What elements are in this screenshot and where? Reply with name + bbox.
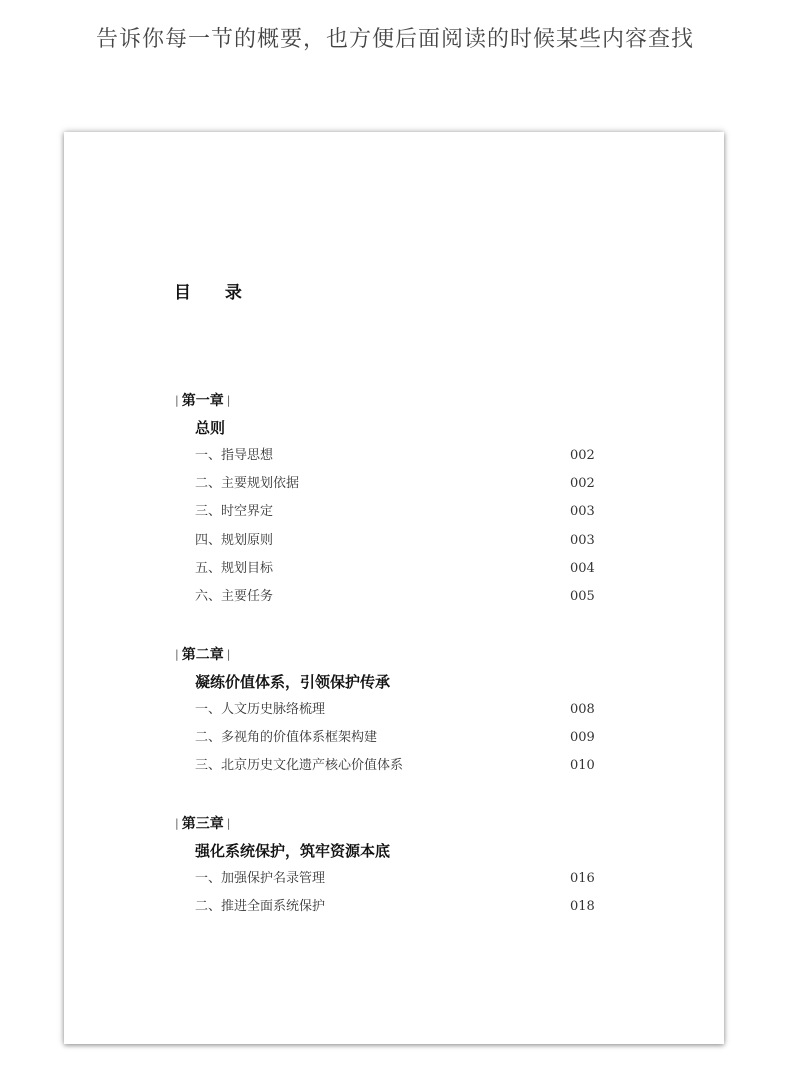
entry-page-number: 005 bbox=[570, 588, 595, 604]
toc-entry[interactable] bbox=[195, 724, 595, 752]
entry-page-number: 018 bbox=[570, 899, 595, 915]
chapter-number: 第三章 bbox=[181, 816, 224, 832]
entry-label: 五、规划目标 bbox=[195, 560, 274, 576]
divider-mark: | bbox=[175, 817, 179, 830]
chapter-tag bbox=[172, 644, 592, 666]
toc-entry[interactable] bbox=[195, 527, 595, 555]
toc-entry[interactable] bbox=[195, 696, 595, 724]
toc-title: 目 录 bbox=[174, 283, 256, 303]
entry-label: 一、加强保护名录管理 bbox=[195, 871, 326, 886]
entry-label: 二、推进全面系统保护 bbox=[195, 899, 326, 915]
chapter-heading: 强化系统保护，筑牢资源本底 bbox=[195, 842, 391, 860]
entry-label: 二、多视角的价值体系框架构建 bbox=[195, 730, 378, 746]
banner-caption: 告诉你每一节的概要，也方便后面阅读的时候某些内容查找 bbox=[95, 27, 694, 52]
toc-entry[interactable] bbox=[195, 555, 595, 583]
divider-mark: | bbox=[226, 817, 231, 830]
divider-mark: | bbox=[226, 394, 231, 407]
entry-page-number: 008 bbox=[570, 702, 595, 717]
toc-entry[interactable] bbox=[195, 498, 595, 526]
entry-label: 三、时空界定 bbox=[195, 504, 274, 520]
divider-mark: | bbox=[175, 648, 179, 661]
chapter-number: 第二章 bbox=[181, 647, 224, 663]
toc-entry[interactable] bbox=[195, 893, 595, 921]
divider-mark: | bbox=[175, 394, 179, 407]
chapter-tag bbox=[172, 390, 592, 412]
toc-entry[interactable] bbox=[195, 583, 595, 611]
entry-page-number: 003 bbox=[570, 532, 595, 548]
chapter-3 bbox=[172, 813, 595, 921]
chapter-tag bbox=[172, 813, 592, 835]
divider-mark: | bbox=[226, 648, 231, 661]
entry-label: 一、人文历史脉络梳理 bbox=[195, 702, 326, 717]
entry-page-number: 002 bbox=[570, 476, 595, 492]
entry-label: 一、指导思想 bbox=[195, 448, 274, 463]
chapter-heading: 凝练价值体系，引领保护传承 bbox=[195, 673, 391, 691]
entry-label: 四、规划原则 bbox=[195, 532, 274, 548]
toc-entry[interactable] bbox=[195, 752, 595, 780]
entry-page-number: 016 bbox=[570, 871, 595, 886]
entry-page-number: 003 bbox=[570, 504, 595, 520]
toc-entry[interactable] bbox=[195, 470, 595, 498]
entry-label: 六、主要任务 bbox=[195, 588, 274, 604]
entry-page-number: 004 bbox=[570, 560, 595, 576]
toc-entry[interactable] bbox=[195, 865, 595, 893]
entry-page-number: 010 bbox=[570, 758, 595, 774]
chapter-2 bbox=[172, 644, 595, 781]
entry-label: 二、主要规划依据 bbox=[195, 476, 300, 492]
entry-label: 三、北京历史文化遗产核心价值体系 bbox=[195, 758, 404, 774]
chapter-1 bbox=[172, 390, 595, 611]
book-page bbox=[64, 132, 724, 1044]
entry-page-number: 009 bbox=[570, 730, 595, 746]
chapter-heading: 总则 bbox=[195, 419, 226, 437]
toc-entry[interactable] bbox=[195, 442, 595, 470]
chapter-number: 第一章 bbox=[181, 393, 224, 409]
entry-page-number: 002 bbox=[570, 448, 595, 463]
